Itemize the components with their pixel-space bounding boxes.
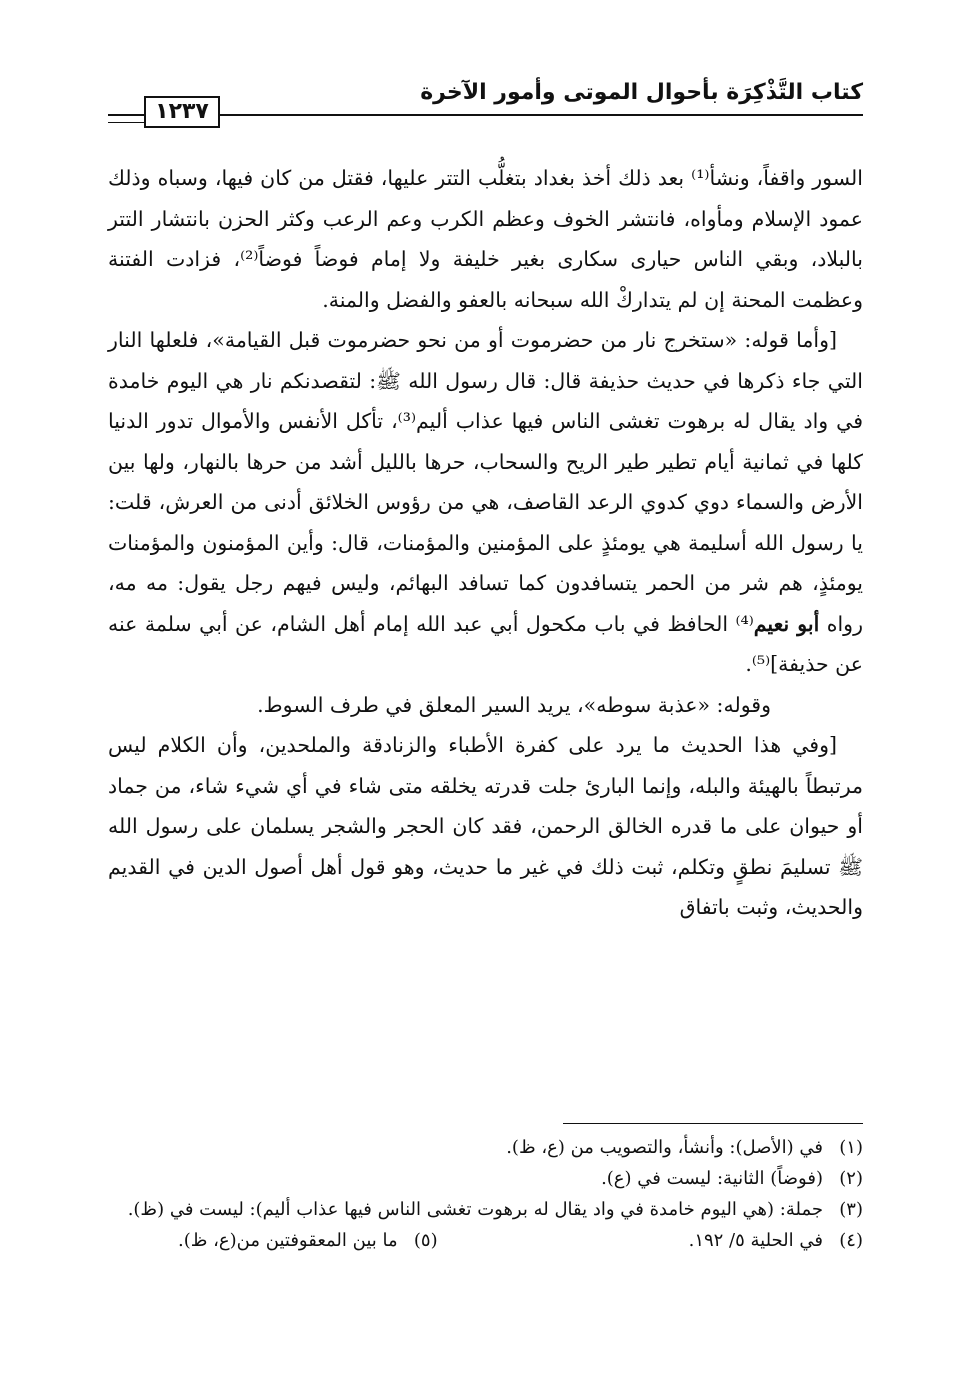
footnote-row	[108, 1225, 863, 1256]
footnote-4	[689, 1225, 863, 1256]
narrator-name: أبو نعيم	[753, 611, 820, 636]
footnote-number: (٥)	[413, 1230, 438, 1251]
footnote-text: جملة: (هي اليوم خامدة في واد يقال له برهوت تغشى الناس فيها عذاب أليم): ليست في (ظ).	[127, 1199, 823, 1220]
footnote-2	[108, 1163, 863, 1194]
footnote-number: (١)	[839, 1137, 863, 1158]
footnotes	[108, 1132, 863, 1256]
main-text	[108, 158, 863, 928]
footnote-text: في الحلية ٥/ ١٩٢.	[688, 1230, 823, 1251]
paragraph-4: [وفي هذا الحديث ما يرد على كفرة الأطباء والزنادقة والملحدين، وأن الكلام ليس مرتبطاً بالهيئة والبله، وإنما البارئ جلت قدرته يخلقه متى شاء في أي شيء شاء، من جماد أو حيوان على ما قدره الخالق الرحمن، فقد كان الحجر والشجر يسلمان على رسول الله ﷺ تسليمَ نطقٍ وتكلم، ثبت ذلك في غير ما حديث، وهو قول أهل أصول الدين في القديم والحديث، وثبت باتفاق	[108, 733, 863, 919]
footnote-separator	[563, 1123, 863, 1124]
running-title: كتاب التَّذْكِرَة بأحوال الموتى وأمور الآخرة	[420, 80, 863, 105]
paragraph-3: وقوله: «عذبة سوطه»، يريد السير المعلق في طرف السوط.	[257, 692, 771, 717]
paragraph-2	[108, 320, 863, 685]
footnote-number: (٢)	[839, 1168, 863, 1189]
page-number: ١٢٣٧	[144, 96, 220, 128]
paragraph-2-text: [وأما قوله: «ستخرج نار من حضرموت أو من نحو حضرموت قبل القيامة»، فلعلها النار التي جاء ذكرها في حديث حذيفة قال: قال رسول الله ﷺ: لتقصدنكم نار هي اليوم خامدة في واد يقال له برهوت تغشى الناس فيها عذاب أليم⁽³⁾، تأكل الأنفس والأموال تدور الدنيا كلها في ثمانية أيام تطير طير الريح والسحاب، حرها بالليل أشد من حرها بالنهار، ولها بين الأرض والسماء دوي كدوي الرعد القاصف، هي من رؤوس الخلائق أدنى من العرش، قلت: يا رسول الله أسليمة هي يومئذٍ على المؤمنين والمؤمنات، قال: وأين المؤمنون والمؤمنات يومئذٍ، هم شر من الحمر يتسافدون كما تسافد البهائم، وليس فيهم رجل يقول: مه مه، رواه	[108, 328, 863, 636]
paragraph-1: السور واقفاً، ونشأ⁽¹⁾ بعد ذلك أخذ بغداد بتغلُّب التتر عليها، فقتل من كان فيها، وسباه وذلك عمود الإسلام ومأواه، فانتشر الخوف وعظم الكرب وعم الرعب وكثر الحزن بانتشار التتر بالبلاد، وبقي الناس حيارى سكارى بغير خليفة ولا إمام فوضاً فوضاً⁽²⁾، فزادت الفتنة وعظمت المحنة إن لم يتداركْ الله سبحانه بالعفو والفضل والمنة.	[108, 166, 864, 312]
footnote-number: (٣)	[839, 1199, 863, 1220]
footnote-5	[178, 1225, 438, 1256]
footnote-3	[108, 1194, 863, 1225]
page-header	[108, 76, 863, 124]
header-rule-short	[108, 122, 144, 123]
footnote-text: ما بين المعقوفتين من(ع، ظ).	[178, 1230, 398, 1251]
paragraph-2-tail: ⁽⁴⁾ الحافظ في باب مكحول أبي عبد الله إمام أهل الشام، عن أبي سلمة عنه عن حذيفة]⁽⁵⁾.	[108, 611, 863, 676]
header-rule	[108, 114, 863, 116]
footnote-number: (٤)	[839, 1230, 863, 1251]
footnote-1	[108, 1132, 863, 1163]
footnote-text: في (الأصل): وأنشأ، والتصويب من (ع، ظ).	[506, 1137, 823, 1158]
footnote-text: (فوضاً) الثانية: ليست في (ع).	[601, 1168, 823, 1189]
